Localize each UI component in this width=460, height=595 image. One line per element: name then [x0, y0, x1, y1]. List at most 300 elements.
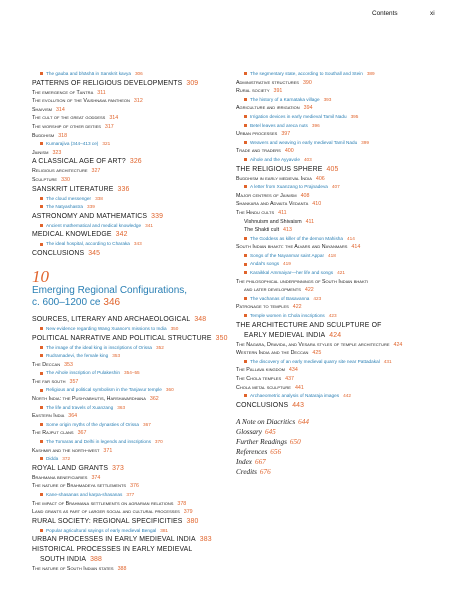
running-header	[0, 10, 460, 28]
toc-entry-page: 314	[109, 115, 119, 122]
toc-entry-page: 362	[149, 396, 159, 403]
toc-entry-text: The evolution of the Vaishnava pantheon	[32, 98, 130, 105]
toc-entry-text: Sculpture	[32, 176, 58, 183]
toc-entry-page: 370	[154, 439, 163, 445]
toc-entry-text: Kane-shasanas and karpa-shasanas	[46, 492, 123, 497]
back-matter-entry[interactable]	[236, 427, 446, 437]
toc-entry-page: 350	[215, 334, 228, 342]
toc-entry-text: The Nagara, Dravida, and Vesara styles of temple architecture	[236, 341, 390, 348]
toc-entry-text: Aihole and the Ayyavole	[250, 156, 300, 162]
toc-entry[interactable]	[236, 286, 446, 295]
toc-entry[interactable]	[236, 366, 446, 375]
toc-entry[interactable]	[236, 113, 446, 122]
toc-entry-page: 423	[313, 295, 322, 301]
back-matter-page: 644	[298, 417, 309, 426]
toc-entry[interactable]	[236, 87, 446, 96]
bullet-icon	[244, 72, 247, 75]
toc-entry-page: 418	[328, 252, 336, 258]
toc-entry-text: Rural society	[236, 88, 270, 95]
toc-entry[interactable]	[32, 222, 232, 231]
toc-entry[interactable]	[32, 325, 232, 334]
toc-entry-text: Major centres of Jainism	[236, 192, 297, 199]
toc-entry-text: Western India and the Deccan	[236, 350, 309, 357]
toc-entry[interactable]	[32, 315, 232, 325]
toc-entry[interactable]	[32, 535, 232, 545]
toc-entry-text: The discovery of an early medieval quarry site near Pattadakal	[250, 358, 380, 364]
toc-entry-text: Religious and political symbolism in the Tanjavur temple	[46, 387, 162, 393]
toc-entry-text: CONCLUSIONS	[32, 249, 85, 257]
toc-entry-text: and later developments	[244, 287, 301, 294]
toc-entry-page: 414	[351, 244, 361, 251]
toc-entry-text: RURAL SOCIETY: REGIONAL SPECIFICITIES	[32, 517, 183, 525]
toc-entry[interactable]	[236, 349, 446, 358]
back-matter-title: Glossary	[236, 427, 262, 436]
back-matter-page: 645	[264, 427, 276, 436]
toc-entry-text: Irrigation devices in early medieval Tamil Nadu	[250, 113, 347, 119]
toc-entry-page: 397	[281, 131, 291, 138]
toc-entry-page: 400	[284, 148, 294, 155]
toc-entry-page: 321	[102, 141, 111, 147]
bullet-icon	[40, 327, 43, 330]
toc-entry-page: 309	[186, 79, 199, 87]
toc-entry[interactable]	[32, 132, 232, 141]
toc-entry-text: The Hindu cults	[236, 209, 275, 216]
toc-entry-text: The cloud messenger	[46, 195, 92, 201]
toc-entry-text: Kashmir and the north-west	[32, 447, 100, 454]
toc-entry-page: 423	[328, 313, 337, 319]
back-matter-title: Further Readings	[236, 437, 287, 446]
toc-entry[interactable]	[32, 157, 232, 167]
chapter-page: 346	[103, 296, 121, 308]
toc-entry-text: HISTORICAL PROCESSES IN EARLY MEDIEVAL	[32, 546, 193, 554]
bullet-icon	[244, 263, 247, 266]
toc-entry-text: ROYAL LAND GRANTS	[32, 464, 109, 472]
toc-entry-text: Trade and traders	[236, 148, 281, 155]
toc-entry-text: URBAN PROCESSES IN EARLY MEDIEVAL INDIA	[32, 536, 196, 544]
toc-entry-page: 348	[194, 315, 207, 323]
toc-entry[interactable]	[236, 130, 446, 139]
bullet-icon	[40, 224, 43, 227]
toc-entry[interactable]	[236, 200, 446, 209]
toc-entry-text: Temple women in Chola inscriptions	[250, 313, 325, 319]
toc-entry[interactable]	[32, 500, 232, 509]
toc-entry[interactable]	[236, 147, 446, 156]
bullet-icon	[244, 98, 247, 101]
bullet-icon	[40, 72, 43, 75]
toc-entry-text: SOURCES, LITERARY AND ARCHAEOLOGICAL	[32, 315, 191, 323]
toc-entry-page: 383	[199, 536, 212, 544]
toc-entry-text: The Deccan	[32, 361, 61, 368]
toc-entry[interactable]	[236, 312, 446, 321]
toc-entry-page: 408	[300, 192, 310, 199]
toc-entry[interactable]	[236, 303, 446, 312]
toc-entry[interactable]	[32, 386, 232, 395]
bullet-icon	[244, 271, 247, 274]
toc-entry-text: Religious architecture	[32, 168, 88, 175]
toc-entry-page: 352	[156, 344, 164, 350]
toc-entry-page: 441	[294, 384, 304, 391]
toc-entry-page: 419	[283, 261, 291, 267]
toc-entry[interactable]	[32, 140, 232, 149]
toc-entry-page: 411	[278, 209, 287, 216]
back-matter-entry[interactable]	[236, 457, 446, 467]
toc-entry-page: 338	[95, 195, 103, 201]
toc-entry-text: The Chola temples	[236, 376, 282, 382]
toc-entry-text: Some origin myths of the dynasties of Orissa	[46, 421, 140, 427]
chapter-title-line2	[32, 297, 232, 309]
toc-entry[interactable]	[236, 392, 446, 401]
toc-entry[interactable]	[236, 295, 446, 304]
toc-entry-page: 422	[304, 287, 314, 294]
toc-entry-text: THE RELIGIOUS SPHERE	[236, 165, 323, 173]
toc-entry[interactable]	[236, 243, 446, 252]
toc-entry[interactable]	[236, 260, 446, 269]
toc-entry-page: 389	[366, 71, 375, 76]
toc-entry[interactable]	[32, 79, 232, 89]
toc-entry-text: MEDICAL KNOWLEDGE	[32, 231, 112, 239]
toc-entry-text: The nature of Brahmadeya settlements	[32, 483, 127, 490]
toc-entry-page: 390	[302, 79, 312, 86]
toc-entry-page: 345	[88, 249, 101, 257]
toc-entry[interactable]	[32, 395, 232, 404]
toc-entry[interactable]	[32, 517, 232, 527]
toc-entry-text: Songs of the Nayanmar saint Appar	[250, 252, 325, 258]
bullet-icon	[244, 394, 247, 397]
bullet-icon	[40, 372, 43, 375]
bullet-icon	[244, 124, 247, 127]
toc-entry[interactable]	[32, 114, 232, 123]
bullet-icon	[40, 142, 43, 145]
toc-entry-text: North India: the Pushyabhutis, Harshavardhana	[32, 396, 146, 403]
toc-entry[interactable]	[236, 252, 446, 261]
toc-entry-text: Agriculture and irrigation	[236, 105, 300, 112]
toc-entry[interactable]	[32, 212, 232, 222]
bullet-icon	[40, 423, 43, 426]
toc-entry[interactable]	[32, 240, 232, 249]
toc-entry[interactable]	[32, 361, 232, 370]
chapter-number: 10	[32, 266, 49, 286]
bullet-icon	[40, 529, 43, 532]
toc-entry-text: Kumarajiva (344–413 ce)	[46, 141, 99, 147]
toc-entry[interactable]	[32, 404, 232, 413]
toc-entry[interactable]	[32, 412, 232, 421]
chapter-heading[interactable]	[32, 266, 232, 309]
toc-entry[interactable]	[236, 226, 446, 235]
toc-entry-page: 424	[329, 331, 342, 339]
toc-entry[interactable]	[236, 96, 446, 105]
toc-entry[interactable]	[32, 429, 232, 438]
toc-entry-page: 350	[170, 325, 179, 331]
toc-entry-text: The worship of other deities	[32, 123, 101, 130]
toc-entry[interactable]	[236, 235, 446, 244]
toc-entry[interactable]	[32, 565, 232, 574]
toc-entry-page: 434	[288, 367, 298, 374]
toc-entry-page: 421	[337, 270, 345, 276]
toc-entry-text: The segmentary state, according to Southall and Stein	[250, 71, 363, 76]
toc-entry-text: The history of a Karnataka village	[250, 96, 320, 102]
toc-entry[interactable]	[236, 321, 446, 331]
toc-entry[interactable]	[32, 555, 232, 565]
bullet-icon	[244, 158, 247, 161]
toc-entry[interactable]	[32, 438, 232, 447]
toc-entry-page: 377	[126, 492, 135, 497]
toc-left-column	[32, 70, 232, 574]
toc-entry[interactable]	[32, 527, 232, 536]
toc-entry[interactable]	[32, 203, 232, 212]
toc-entry[interactable]	[236, 384, 446, 393]
toc-entry-page: 399	[361, 139, 369, 145]
toc-entry[interactable]	[236, 358, 446, 367]
toc-entry-page: 425	[312, 350, 322, 357]
toc-entry-text: Buddhism	[32, 132, 55, 139]
toc-entry[interactable]	[32, 97, 232, 106]
toc-entry-page: 323	[52, 149, 62, 156]
back-matter-entry[interactable]	[236, 447, 446, 457]
toc-entry-page: 372	[62, 456, 71, 462]
bullet-icon	[40, 205, 43, 208]
toc-entry-text: South Indian bhakti: the Alvars and Nayanmars	[236, 244, 348, 251]
toc-entry[interactable]	[236, 192, 446, 201]
toc-entry-page: 406	[315, 175, 325, 182]
bullet-icon	[40, 197, 43, 200]
toc-entry[interactable]	[32, 482, 232, 491]
toc-entry-page: 431	[383, 358, 392, 364]
toc-entry-text: The Natyashastra	[46, 204, 83, 210]
toc-entry-text: New evidence regarding Wang Xuance's missions to India	[46, 325, 167, 331]
toc-entry[interactable]	[32, 230, 232, 240]
toc-entry[interactable]	[32, 70, 232, 79]
toc-entry-text: The Goddess as killer of the demon Mahisha	[250, 235, 344, 241]
toc-entry-page: 414	[347, 235, 355, 241]
bullet-icon	[244, 115, 247, 118]
toc-entry[interactable]	[236, 156, 446, 165]
toc-entry-page: 394	[303, 105, 313, 112]
toc-entry-text: CONCLUSIONS	[236, 401, 289, 409]
toc-entry-page: 381	[160, 527, 169, 533]
toc-entry[interactable]	[236, 278, 446, 287]
bullet-icon	[40, 440, 43, 443]
toc-entry-text: Eastern India	[32, 413, 65, 420]
toc-entry-page: 339	[87, 204, 95, 210]
toc-entry-page: 312	[133, 98, 143, 105]
chapter-title-text: c. 600–1200 ce	[32, 296, 101, 308]
toc-entry-page: 424	[393, 341, 403, 348]
bullet-icon	[40, 346, 43, 349]
toc-entry-text: The Pallava kingdom	[236, 367, 285, 374]
back-matter-title: Index	[236, 457, 252, 466]
toc-entry-page: 343	[133, 241, 142, 247]
toc-entry-page: 413	[283, 227, 292, 234]
toc-entry-text: The vachanas of Basavanna	[250, 295, 310, 301]
toc-entry-page: 378	[177, 500, 187, 507]
back-matter-entry[interactable]	[236, 437, 446, 447]
toc-entry[interactable]	[236, 183, 446, 192]
toc-entry-text: PATTERNS OF RELIGIOUS DEVELOPMENTS	[32, 79, 183, 87]
toc-entry[interactable]	[32, 123, 232, 132]
toc-entry[interactable]	[32, 474, 232, 483]
toc-entry-text: A letter from Xuanzang to Prajnadeva	[250, 184, 328, 190]
back-matter-title: A Note on Diacritics	[236, 417, 296, 426]
toc-entry[interactable]	[32, 464, 232, 474]
toc-entry[interactable]	[236, 175, 446, 184]
toc-entry[interactable]	[236, 165, 446, 175]
toc-entry[interactable]	[32, 106, 232, 115]
toc-entry-text: Vishnuism and Shivaism	[244, 218, 302, 225]
back-matter-page: 676	[259, 467, 271, 476]
toc-entry-page: 336	[117, 185, 130, 193]
toc-entry-text: The Aihole inscription of Pulakeshin	[46, 370, 121, 376]
toc-entry[interactable]	[32, 352, 232, 361]
toc-entry[interactable]	[32, 334, 232, 344]
toc-entry-page: 360	[165, 387, 174, 393]
bullet-icon	[40, 243, 43, 246]
toc-entry-page: 367	[77, 430, 87, 437]
toc-entry-text: Betel leaves and areca nuts	[250, 122, 308, 128]
back-matter-entry[interactable]	[236, 467, 446, 477]
toc-entry-page: 437	[285, 376, 294, 382]
toc-entry[interactable]	[32, 378, 232, 387]
toc-entry-page: 364	[68, 413, 78, 420]
toc-entry-page: 391	[273, 88, 283, 95]
toc-entry[interactable]	[236, 375, 446, 384]
toc-entry-text: Chola metal sculpture	[236, 384, 291, 391]
toc-entry[interactable]	[32, 491, 232, 500]
toc-entry[interactable]	[236, 331, 446, 341]
toc-entry-text: THE ARCHITECTURE AND SCULPTURE OF	[236, 321, 382, 329]
running-header-page-number: xi	[430, 10, 435, 17]
toc-entry[interactable]	[236, 139, 446, 148]
toc-entry-text: ASTRONOMY AND MATHEMATICS	[32, 212, 148, 220]
toc-entry-text: The emergence of Tantra	[32, 89, 94, 96]
toc-entry[interactable]	[32, 195, 232, 204]
toc-entry[interactable]	[32, 421, 232, 430]
toc-entry-text: Land grants as part of larger social and cultural processes	[32, 509, 180, 516]
toc-left-pre-chapter	[32, 70, 232, 259]
back-matter-title: References	[236, 447, 268, 456]
toc-entry-page: 396	[311, 122, 320, 128]
toc-entry-text: The Shakti cult	[244, 227, 280, 234]
toc-entry-page: 407	[331, 184, 340, 190]
toc-entry-page: 380	[186, 517, 199, 525]
toc-entry-page: 367	[143, 421, 151, 427]
toc-entry-page: 388	[90, 556, 103, 564]
toc-entry[interactable]	[236, 79, 446, 88]
toc-entry-page: 363	[117, 404, 126, 410]
toc-entry-page: 353	[64, 361, 73, 368]
toc-entry-text: SOUTH INDIA	[40, 556, 87, 564]
toc-entry-page: 353	[112, 353, 121, 359]
toc-entry-text: A CLASSICAL AGE OF ART?	[32, 158, 126, 166]
toc-entry-text: The life and travels of Xuanzang	[46, 404, 114, 410]
toc-entry-text: Ancient mathematical and medical knowledge	[46, 222, 142, 228]
toc-entry-text: Jainism	[32, 149, 49, 156]
toc-entry-page: 354–55	[124, 370, 140, 376]
toc-entry-page: 395	[350, 113, 359, 119]
bullet-icon	[40, 406, 43, 409]
toc-entry-page: 342	[115, 231, 128, 239]
toc-entry-page: 311	[97, 89, 106, 96]
toc-entry-text: Brahmana beneficiaries	[32, 474, 88, 481]
toc-entry[interactable]	[32, 545, 232, 555]
toc-entry-page: 388	[117, 566, 127, 573]
toc-entry[interactable]	[32, 149, 232, 158]
toc-entry-page: 306	[134, 71, 143, 76]
toc-left-post-chapter	[32, 315, 232, 574]
toc-entry[interactable]	[32, 369, 232, 378]
toc-entry-text: EARLY MEDIEVAL INDIA	[244, 331, 326, 339]
toc-entry[interactable]	[236, 341, 446, 350]
toc-entry-page: 442	[343, 393, 351, 399]
toc-entry-text: The gauba and bhāshā in Sanskrit kavya	[46, 71, 131, 76]
toc-entry-page: 422	[292, 304, 302, 311]
toc-entry[interactable]	[236, 122, 446, 131]
toc-entry[interactable]	[32, 176, 232, 185]
toc-entry[interactable]	[32, 455, 232, 464]
back-matter-page: 667	[254, 457, 266, 466]
toc-entry-page: 330	[61, 176, 70, 183]
toc-entry-text: Didda	[46, 456, 59, 462]
toc-back-matter	[236, 417, 446, 477]
toc-entry-text: SANSKRIT LITERATURE	[32, 185, 114, 193]
toc-entry-text: The Rajput clans	[32, 430, 74, 437]
toc-entry-text: The cult of the great goddess	[32, 115, 106, 122]
toc-entry-page: 443	[292, 401, 305, 409]
toc-entry-text: The far south	[32, 378, 66, 385]
toc-entry-text: Urban processes	[236, 131, 278, 138]
back-matter-page: 650	[289, 437, 301, 446]
toc-entry[interactable]	[32, 447, 232, 456]
toc-entry[interactable]	[32, 89, 232, 98]
toc-entry[interactable]	[32, 508, 232, 517]
toc-entry-page: 327	[91, 168, 101, 175]
back-matter-entry[interactable]	[236, 417, 446, 427]
toc-entry-text: Shaivism	[32, 106, 52, 113]
toc-entry[interactable]	[236, 209, 446, 218]
bullet-icon	[244, 254, 247, 257]
bullet-icon	[244, 141, 247, 144]
toc-entry-page: 373	[112, 464, 125, 472]
toc-entry[interactable]	[236, 70, 446, 79]
toc-entry-page: 371	[103, 447, 113, 454]
toc-entry-text: The Tomaras and Delhi in legends and inscriptions	[46, 439, 151, 445]
toc-entry-text: Archaeometric analysis of Nataraja images	[250, 393, 340, 399]
bullet-icon	[40, 457, 43, 460]
bullet-icon	[244, 237, 247, 240]
bullet-icon	[40, 493, 43, 496]
bullet-icon	[244, 297, 247, 300]
toc-entry[interactable]	[236, 104, 446, 113]
toc-entry[interactable]	[32, 344, 232, 353]
toc-entry-text: Patronage to temples	[236, 304, 289, 311]
toc-entry-page: 317	[104, 123, 114, 130]
toc-entry[interactable]	[236, 269, 446, 278]
toc-entry-text: Weavers and weaving in early medieval Tamil Nadu	[250, 139, 358, 145]
toc-entry-page: 376	[130, 483, 139, 490]
toc-entry[interactable]	[236, 401, 446, 411]
toc-entry-page: 339	[151, 212, 164, 220]
toc-entry[interactable]	[32, 167, 232, 176]
toc-entry[interactable]	[236, 218, 446, 227]
toc-entry-text: Andal's songs	[250, 261, 280, 267]
toc-entry[interactable]	[32, 249, 232, 259]
toc-entry-text: The image of the ideal king in inscriptions of Orissa	[46, 344, 153, 350]
toc-entry-page: 341	[145, 222, 153, 228]
toc-entry-page: 393	[323, 96, 332, 102]
toc-entry-text: Rudramadevi, the female king	[46, 353, 109, 359]
toc-entry-page: 314	[55, 106, 65, 113]
toc-entry-page: 374	[91, 474, 101, 481]
toc-entry[interactable]	[32, 185, 232, 195]
